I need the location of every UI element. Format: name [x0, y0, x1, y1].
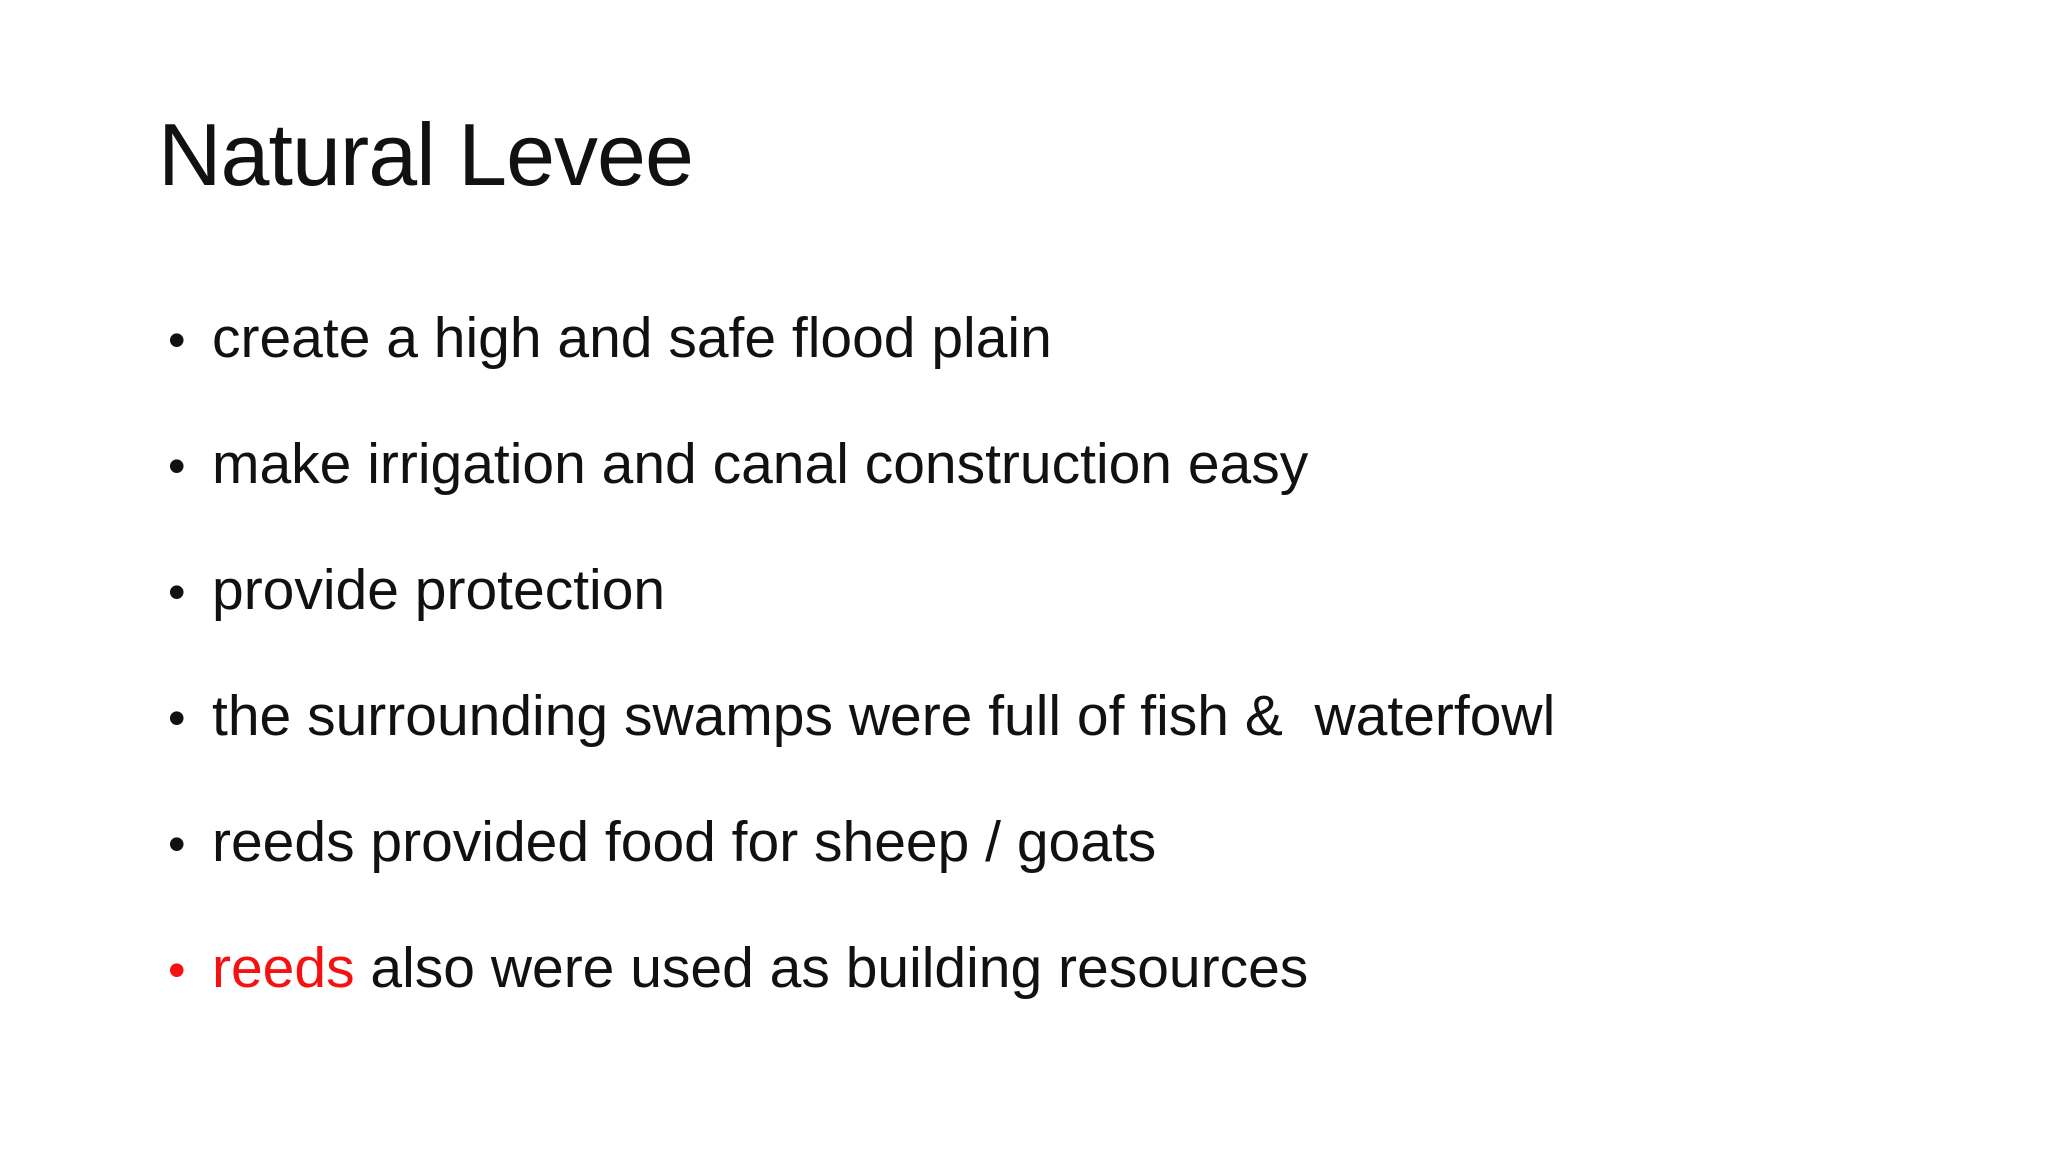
bullet-text	[212, 682, 1555, 750]
bullet-item	[168, 682, 1555, 752]
bullet-item	[168, 304, 1555, 374]
bullet-item	[168, 808, 1555, 878]
bullet-segment: also were used as building resources	[354, 936, 1309, 1000]
bullet-marker-icon: •	[168, 438, 186, 494]
bullet-item	[168, 556, 1555, 626]
bullet-list	[168, 304, 1555, 1060]
bullet-marker-icon: •	[168, 312, 186, 368]
bullet-text	[212, 934, 1308, 1002]
bullet-marker-icon: •	[168, 816, 186, 872]
bullet-segment: provide protection	[212, 558, 666, 622]
bullet-text	[212, 430, 1308, 498]
bullet-item	[168, 430, 1555, 500]
bullet-segment-highlight: reeds	[212, 936, 355, 1000]
bullet-marker-icon: •	[168, 690, 186, 746]
bullet-marker-icon: •	[168, 942, 186, 998]
bullet-segment: the surrounding swamps were full of fish & waterfowl	[212, 684, 1556, 748]
bullet-text	[212, 556, 665, 624]
bullet-segment: create a high and safe flood plain	[212, 306, 1052, 370]
bullet-item	[168, 934, 1555, 1004]
bullet-marker-icon: •	[168, 564, 186, 620]
bullet-text	[212, 304, 1052, 372]
slide-title: Natural Levee	[158, 105, 693, 204]
bullet-segment: make irrigation and canal construction easy	[212, 432, 1309, 496]
bullet-segment: reeds provided food for sheep / goats	[212, 810, 1157, 874]
bullet-text	[212, 808, 1156, 876]
